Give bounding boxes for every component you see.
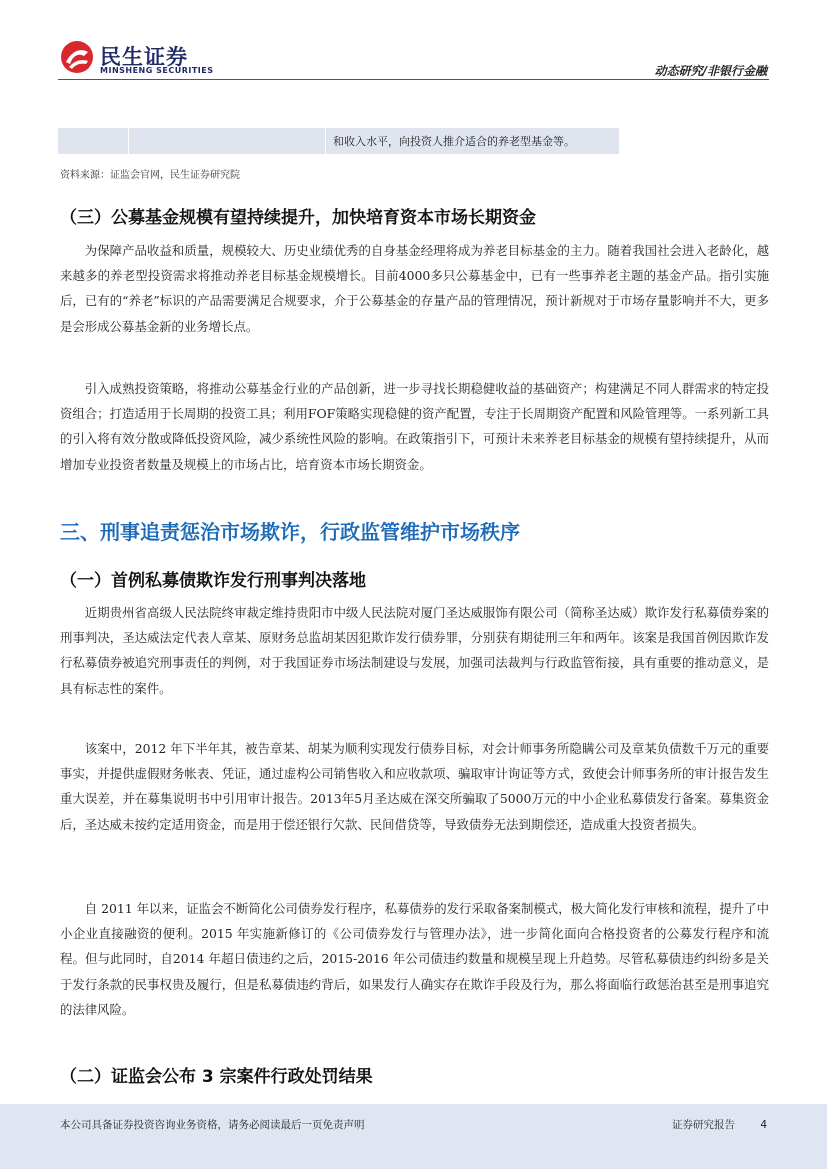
table-cell-empty xyxy=(58,128,129,154)
table-fragment-row xyxy=(58,127,619,154)
footer-report-type: 证券研究报告 xyxy=(671,1119,735,1131)
logo-text-cn: 民生证券 xyxy=(100,45,188,69)
page-number: 4 xyxy=(760,1119,767,1131)
source-note: 资料来源：证监会官网，民生证券研究院 xyxy=(60,170,240,181)
footer-right xyxy=(672,1117,767,1132)
paragraph: 为保障产品收益和质量，规模较大、历史业绩优秀的自身基金经理将成为养老目标基金的主力。随着我国社会进入老龄化，越来越多的养老型投资需求将推动养老目标基金规模增长。目前4000多只公募基金中，已有一些事养老主题的基金产品。指引实施后，已有的“养老”标识的产品需要满足合规要求，介于公募基金的存量产品的管理情况，预计新规对于市场存量影响并不大，更多是会形成公募基金新的业务增长点。 xyxy=(60,243,769,334)
subsection-title-3-1: （一）首例私募债欺诈发行刑事判决落地 xyxy=(60,571,366,591)
paragraph: 该案中，2012 年下半年其，被告章某、胡某为顺利实现发行债券目标，对会计师事务所隐瞒公司及章某负债数千万元的重要事实，并提供虚假财务帐表、凭证，通过虚构公司销售收入和应收款项、骗取审计询证等方式，致使会计师事务所的审计报告发生重大误差，并在募集说明书中引用审计报告。2013年5月圣达威在深交所骗取了5000万元的中小企业私募债发行备案。募集资金后，圣达威未按约定适用资金，而是用于偿还银行欠款、民间借贷等，导致债券无法到期偿还，造成重大投资者损失。 xyxy=(60,741,769,832)
subsection-title-3-2: （二）证监会公布 3 宗案件行政处罚结果 xyxy=(60,1067,373,1087)
paragraph: 引入成熟投资策略，将推动公募基金行业的产品创新，进一步寻找长期稳健收益的基础资产；构建满足不同人群需求的特定投资组合；打造适用于长周期的投资工具；利用FOF策略实现稳健的资产配置，专注于长周期资产配置和风险管理等。一系列新工具的引入将有效分散或降低投资风险，减少系统性风险的影响。在政策指引下，可预计未来养老目标基金的规模有望持续提升，从而增加专业投资者数量及规模上的市场占比，培育资本市场长期资金。 xyxy=(60,381,769,472)
minsheng-logo-icon xyxy=(60,40,94,74)
logo-text-en: MINSHENG SECURITIES xyxy=(100,66,214,75)
table-cell-text: 和收入水平，向投资人推介适合的养老型基金等。 xyxy=(333,135,575,148)
minsheng-logo xyxy=(60,40,220,78)
report-category: 动态研究/非银行金融 xyxy=(654,64,767,78)
paragraph: 近期贵州省高级人民法院终审裁定维持贵阳市中级人民法院对厦门圣达威服饰有限公司（简称圣达威）欺诈发行私募债券案的刑事判决，圣达威法定代表人章某、原财务总监胡某因犯欺诈发行债券罪，分别获有期徒刑三年和两年。该案是我国首例因欺诈发行私募债券被追究刑事责任的判例，对于我国证券市场法制建设与发展，加强司法裁判与行政监管衔接，具有重要的推动意义，是具有标志性的案件。 xyxy=(60,605,769,696)
header-divider xyxy=(58,79,769,80)
page-header xyxy=(0,0,827,80)
subsection-title-3-3: （三）公募基金规模有望持续提升，加快培育资本市场长期资金 xyxy=(60,208,536,228)
paragraph: 自 2011 年以来，证监会不断简化公司债券发行程序，私募债券的发行采取备案制模式，极大简化发行审核和流程，提升了中小企业直接融资的便利。2015 年实施新修订的《公司债券发行与管理办法》，进一步简化面向合格投资者的公募发行程序和流程。但与此同时，自2014 年超日债违约之后，2015-2016 年公司债违约数量和规模呈现上升趋势。尽管私募债违约纠纷多是关于发行条款的民事权贵及履行，但是私募债违约背后，如果发行人确实存在欺诈手段及行为，那么将面临行政惩治甚至是刑事追究的法律风险。 xyxy=(60,901,769,1017)
page-footer xyxy=(0,1104,827,1169)
table-cell-empty xyxy=(129,128,326,154)
section-title-3: 三、刑事追责惩治市场欺诈，行政监管维护市场秩序 xyxy=(60,520,520,544)
footer-disclaimer: 本公司具备证券投资咨询业务资格，请务必阅读最后一页免责声明 xyxy=(60,1119,365,1131)
